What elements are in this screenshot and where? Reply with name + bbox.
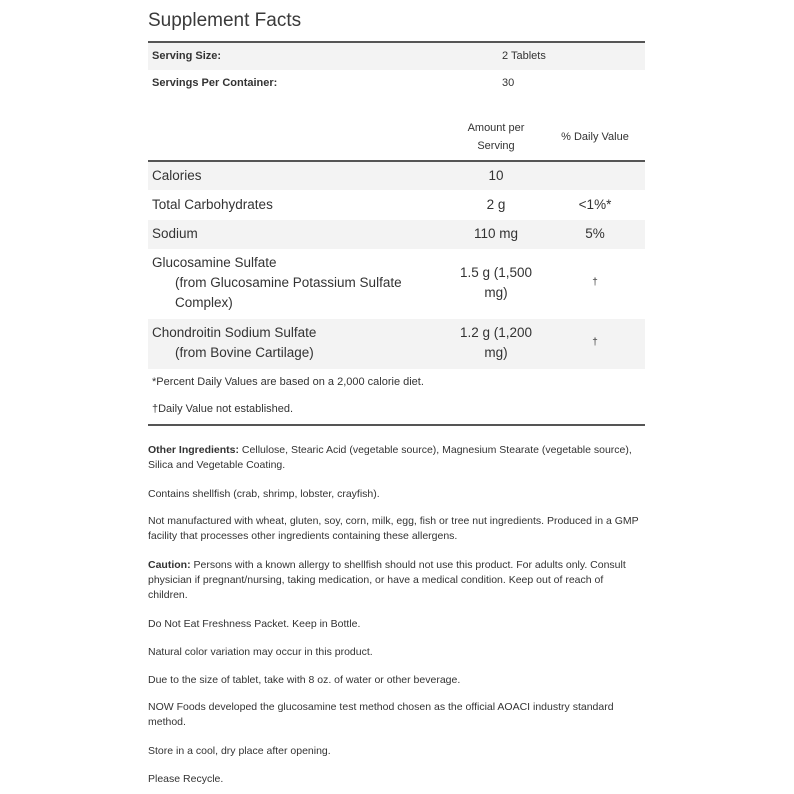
- nutrient-dv: †: [592, 277, 598, 288]
- amount-per-serving-header: [448, 119, 544, 155]
- color-variation-note: Natural color variation may occur in this product.: [148, 646, 373, 658]
- serving-size-label: Serving Size:: [152, 50, 222, 62]
- page-title: Supplement Facts: [148, 10, 302, 31]
- nutrient-amount: 2 g: [486, 197, 506, 212]
- nutrient-name-line1: Chondroitin Sodium Sulfate: [152, 325, 317, 340]
- nutrient-amount-line1: 1.5 g (1,500: [459, 265, 533, 280]
- test-method-note: NOW Foods developed the glucosamine test method chosen as the official AOACI industry standard method.: [148, 701, 614, 728]
- nutrient-amount: 10: [488, 168, 504, 183]
- nutrient-row-calories: [148, 162, 645, 190]
- amount-header-line1: Amount per: [467, 122, 525, 134]
- nutrient-row-glucosamine: [148, 249, 645, 319]
- other-ingredients-label: Other Ingredients:: [148, 444, 240, 456]
- nutrient-row-sodium: [148, 220, 645, 249]
- nutrient-name: Total Carbohydrates: [152, 197, 273, 212]
- nutrient-name-line3: Complex): [175, 295, 233, 310]
- freshness-note: Do Not Eat Freshness Packet. Keep in Bottle.: [148, 618, 361, 630]
- caution-note: [148, 558, 645, 603]
- nutrient-amount-line2: mg): [484, 345, 508, 360]
- amount-header-line2: Serving: [477, 140, 515, 152]
- nutrient-row-carbohydrates: [148, 190, 645, 220]
- daily-value-header: % Daily Value: [561, 131, 629, 143]
- tablet-size-note: Due to the size of tablet, take with 8 oz. of water or other beverage.: [148, 674, 461, 686]
- nutrient-name: [152, 323, 442, 363]
- other-ingredients: [148, 443, 645, 473]
- nutrient-name: Calories: [152, 168, 202, 183]
- bottom-rule: [148, 424, 645, 426]
- footnote-percent: *Percent Daily Values are based on a 2,000 calorie diet.: [152, 376, 424, 388]
- servings-per-container-label: Servings Per Container:: [152, 77, 278, 89]
- serving-size-value: 2 Tablets: [502, 50, 546, 62]
- caution-label: Caution:: [148, 559, 191, 571]
- storage-note: Store in a cool, dry place after opening.: [148, 745, 331, 757]
- nutrient-amount: [448, 323, 544, 363]
- nutrient-amount-line2: mg): [484, 285, 508, 300]
- manufacturing-note: Not manufactured with wheat, gluten, soy, corn, milk, egg, fish or tree nut ingredients. Produced in a GMP facility that processes other ingredients containing these allergens.: [148, 515, 639, 542]
- nutrient-name: Sodium: [152, 226, 198, 241]
- contains-note: Contains shellfish (crab, shrimp, lobster, crayfish).: [148, 488, 380, 500]
- servings-per-container-row: [148, 70, 645, 97]
- other-ingredients-text: Cellulose, Stearic Acid (vegetable source), Magnesium Stearate (vegetable source), Silica and Vegetable Coating.: [148, 444, 632, 471]
- servings-per-container-value: 30: [502, 77, 515, 89]
- nutrient-dv: 5%: [585, 226, 605, 241]
- recycle-note: Please Recycle.: [148, 773, 224, 785]
- caution-text: Persons with a known allergy to shellfish should not use this product. For adults only. Consult physician if pregnant/nursing, taking medication, or have a medical condition. Keep out of reach of children.: [148, 559, 626, 601]
- nutrient-dv: †: [592, 337, 598, 348]
- serving-size-row: [148, 43, 645, 70]
- nutrient-amount: [448, 263, 544, 303]
- nutrient-name-line2: (from Bovine Cartilage): [175, 345, 314, 360]
- nutrient-row-chondroitin: [148, 319, 645, 369]
- nutrient-name-line2: (from Glucosamine Potassium Sulfate: [175, 275, 402, 290]
- nutrient-amount: 110 mg: [473, 226, 519, 241]
- nutrient-amount-line1: 1.2 g (1,200: [459, 325, 533, 340]
- nutrient-name: [152, 253, 442, 313]
- footnote-dagger: †Daily Value not established.: [152, 403, 294, 415]
- nutrient-name-line1: Glucosamine Sulfate: [152, 255, 277, 270]
- nutrient-dv: <1%*: [578, 197, 612, 212]
